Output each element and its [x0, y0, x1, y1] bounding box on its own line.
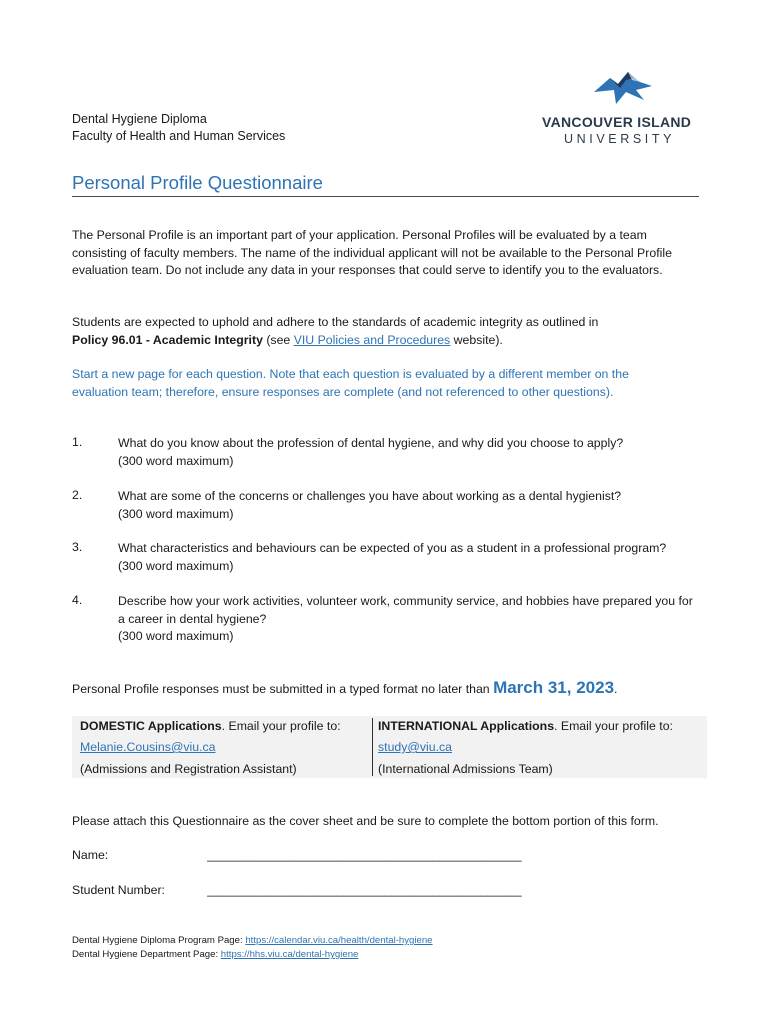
page-title: Personal Profile Questionnaire [72, 172, 323, 193]
question-number: 4. [72, 593, 83, 607]
deadline-period: . [614, 682, 618, 696]
footer-program-line [72, 934, 433, 948]
question-item [118, 488, 703, 523]
instructions-paragraph: Start a new page for each question. Note that each question is evaluated by a different member on the evaluation team; therefore, ensure responses are complete (and not referenced to other questions). [72, 367, 629, 399]
department-page-link[interactable]: https://hhs.viu.ca/dental-hygiene [220, 949, 359, 960]
question-text: What do you know about the profession of dental hygiene, and why did you choose to apply? [118, 436, 624, 450]
footer-program-label: Dental Hygiene Diploma Program Page: [72, 935, 246, 946]
viu-policies-link[interactable]: VIU Policies and Procedures [293, 332, 451, 347]
domestic-instr: . Email your profile to: [221, 719, 341, 733]
question-word-limit: (300 word maximum) [118, 558, 234, 573]
contact-divider [372, 718, 373, 776]
logo-line2: UNIVERSITY [564, 132, 676, 146]
question-word-limit: (300 word maximum) [118, 506, 234, 521]
question-item [118, 593, 703, 646]
contact-table [72, 716, 707, 778]
question-number: 2. [72, 488, 83, 502]
attach-note: Please attach this Questionnaire as the cover sheet and be sure to complete the bottom portion of this form. [72, 814, 659, 828]
deadline-text: Personal Profile responses must be submitted in a typed format no later than [72, 682, 494, 696]
international-heading: INTERNATIONAL Applications [378, 719, 555, 733]
intro-paragraph: The Personal Profile is an important part of your application. Personal Profiles will be evaluated by a team consisting of faculty members. The name of the individual applicant will not be available to the Personal Profile evaluation team. Do not include any data in your responses that could serve to identify you to the evaluators. [72, 228, 672, 277]
faculty-name: Faculty of Health and Human Services [72, 129, 286, 143]
student-number-field[interactable]: ______________________________________________ [207, 883, 522, 897]
website-text: website). [450, 332, 503, 347]
program-name: Dental Hygiene Diploma [72, 112, 207, 126]
question-item [118, 540, 703, 575]
footer-dept-line [72, 948, 358, 962]
deadline-line [72, 678, 617, 699]
question-number: 1. [72, 435, 83, 449]
program-page-link[interactable]: https://calendar.viu.ca/health/dental-hygiene [245, 935, 433, 946]
student-number-label: Student Number: [72, 883, 165, 897]
question-text: What characteristics and behaviours can be expected of you as a student in a professional program? [118, 541, 667, 555]
see-text: (see [262, 332, 294, 347]
integrity-paragraph [72, 314, 692, 349]
deadline-date: March 31, 2023 [493, 678, 615, 697]
international-email-link[interactable]: study@viu.ca [378, 740, 452, 754]
domestic-role: (Admissions and Registration Assistant) [80, 762, 297, 776]
mountain-bird-logo-icon [592, 70, 654, 106]
question-item [118, 435, 703, 470]
international-role: (International Admissions Team) [378, 762, 553, 776]
integrity-text: Students are expected to uphold and adhere to the standards of academic integrity as outlined in [72, 315, 599, 329]
policy-name: Policy 96.01 - Academic Integrity [72, 332, 263, 347]
international-heading-line [378, 718, 673, 736]
domestic-heading: DOMESTIC Applications [80, 719, 222, 733]
footer-dept-label: Dental Hygiene Department Page: [72, 949, 221, 960]
international-instr: . Email your profile to: [554, 719, 673, 733]
question-number: 3. [72, 540, 83, 554]
viu-logo [540, 70, 700, 150]
logo-line1: VANCOUVER ISLAND [542, 114, 692, 130]
name-field[interactable]: ______________________________________________ [207, 848, 522, 862]
question-word-limit: (300 word maximum) [118, 453, 234, 468]
question-text: What are some of the concerns or challenges you have about working as a dental hygienist? [118, 489, 622, 503]
title-rule [72, 196, 699, 197]
name-label: Name: [72, 848, 109, 862]
domestic-email-link[interactable]: Melanie.Cousins@viu.ca [80, 740, 216, 754]
question-word-limit: (300 word maximum) [118, 629, 234, 643]
question-text: Describe how your work activities, volunteer work, community service, and hobbies have prepared you for a career in dental hygiene? [118, 594, 693, 626]
domestic-heading-line [80, 718, 341, 736]
